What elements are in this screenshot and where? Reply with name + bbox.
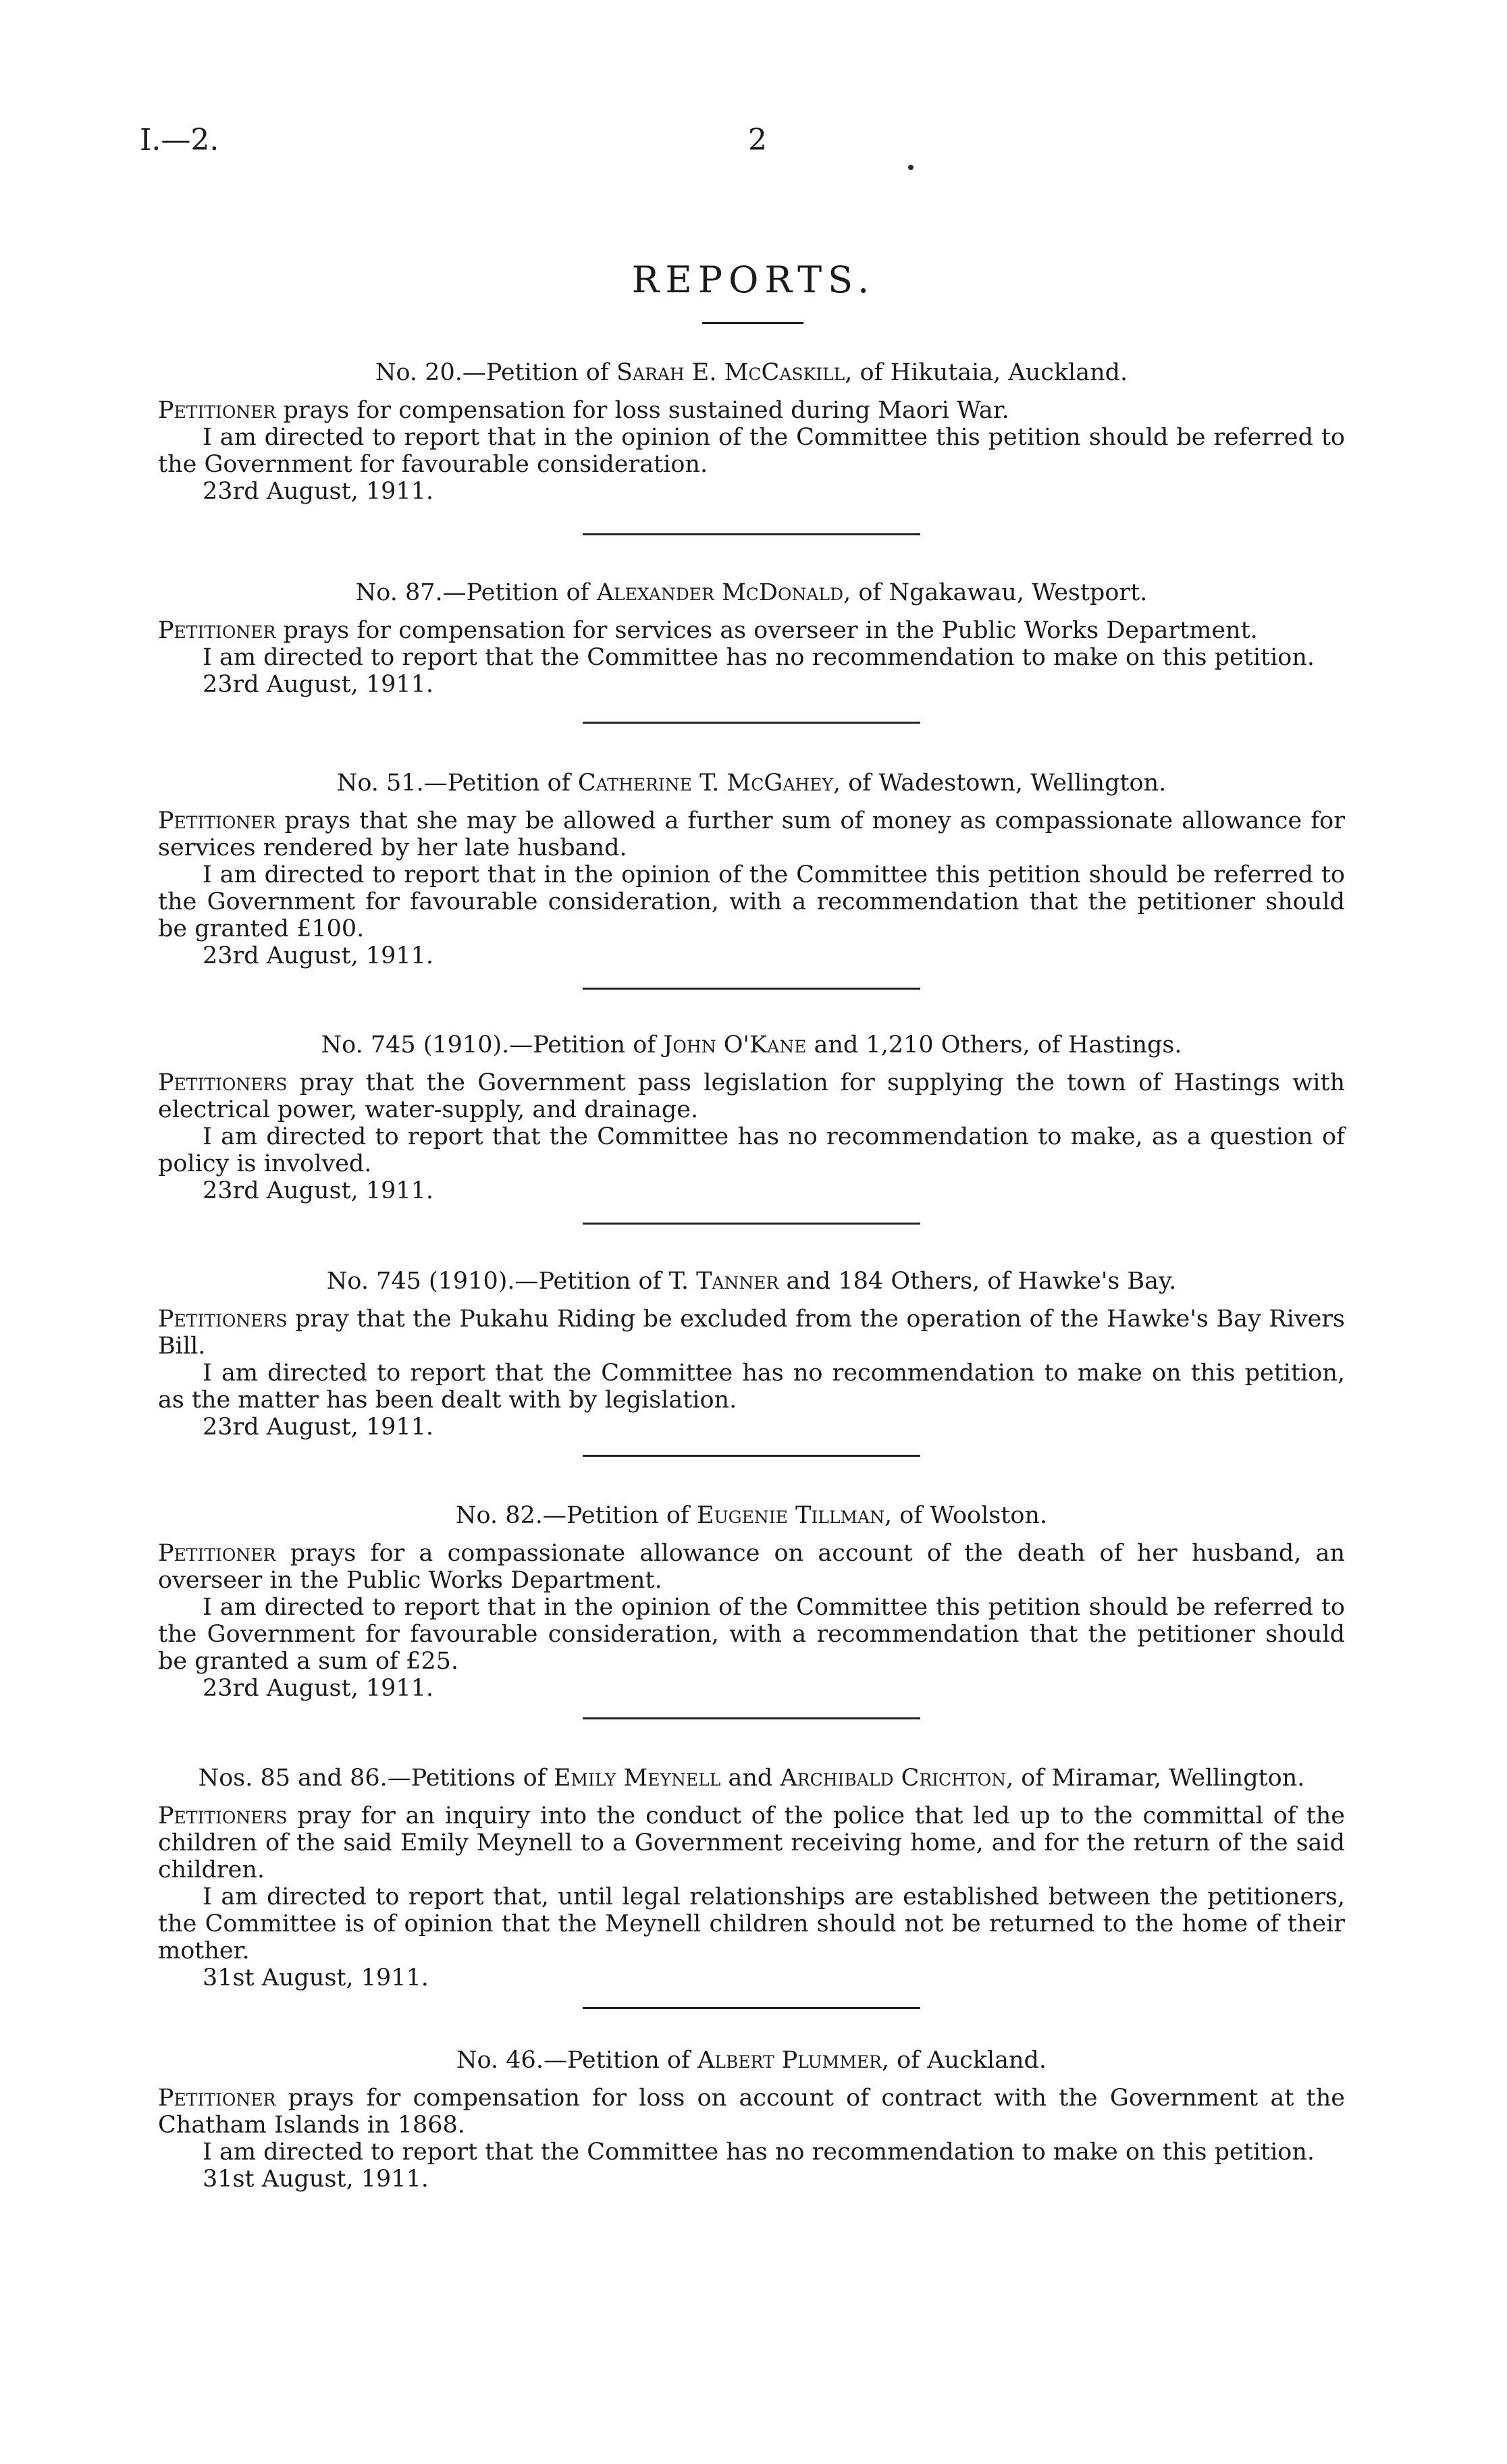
report-date: 23rd August, 1911. <box>203 1414 434 1441</box>
section-rule <box>583 988 920 990</box>
report-date: 23rd August, 1911. <box>203 478 434 505</box>
committee-report: I am directed to report that the Committee has no recommendation to make on this petition. <box>203 644 1315 671</box>
prayer-text: prays that she may be allowed a further sum of money as compassionate allowance for services rendered by her late husband. <box>158 807 1345 861</box>
petition-number: No. 745 (1910).—Petition of <box>326 1268 662 1295</box>
petition-heading <box>158 2047 1345 2074</box>
petition-prayer <box>158 617 1345 644</box>
petitioner-name: Catherine T. McGahey <box>577 770 833 797</box>
committee-report: I am directed to report that the Committee has no recommendation to make on this petition. <box>203 2139 1315 2166</box>
committee-report: I am directed to report that, until legal relationships are established between the petitioners, the Committee is of opinion that the Meynell children should not be returned to the home of their mother. <box>158 1883 1345 1964</box>
prayer-label: Petitioners <box>158 1306 288 1333</box>
petitioner-location: , of Wadestown, Wellington. <box>832 770 1167 797</box>
committee-report: I am directed to report that in the opinion of the Committee this petition should be referred to the Government for favourable consideration, with a recommendation that the petitioner should be granted £100. <box>158 861 1345 942</box>
petitioner-location: and 184 Others, of Hawke's Bay. <box>778 1268 1177 1295</box>
petition-block <box>158 1032 1345 1204</box>
prayer-text: pray for an inquiry into the conduct of the police that led up to the committal of the children of the said Emily Meynell to a Government receiving home, and for the return of the said children. <box>158 1802 1345 1883</box>
petition-block <box>158 1765 1345 1991</box>
committee-report: I am directed to report that in the opinion of the Committee this petition should be referred to the Government for favourable consideration, with a recommendation that the petitioner should be granted a sum of £25. <box>158 1594 1345 1675</box>
petition-heading <box>158 1765 1345 1792</box>
prayer-label: Petitioner <box>158 2085 276 2112</box>
report-date: 23rd August, 1911. <box>203 942 434 969</box>
petitioner-name: Sarah E. McCaskill <box>616 359 845 386</box>
petition-block <box>158 579 1345 698</box>
petition-heading <box>158 579 1345 606</box>
report-date: 23rd August, 1911. <box>203 671 434 698</box>
petition-prayer <box>158 1802 1345 1883</box>
section-rule <box>583 1717 920 1719</box>
committee-report: I am directed to report that the Committee has no recommendation to make, as a question of policy is involved. <box>158 1123 1345 1177</box>
petitioner-name: Eugenie Tillman <box>697 1502 884 1529</box>
petition-number: No. 745 (1910).—Petition of <box>321 1032 656 1059</box>
petition-number: No. 20.—Petition of <box>375 359 609 386</box>
report-date: 31st August, 1911. <box>203 2166 429 2193</box>
petition-heading <box>158 1268 1345 1295</box>
petition-heading <box>158 1502 1345 1529</box>
prayer-text: pray that the Pukahu Riding be excluded from the operation of the Hawke's Bay Rivers Bill. <box>158 1306 1345 1360</box>
petition-heading <box>158 770 1345 797</box>
petitioner-name: Alexander McDonald <box>596 579 844 606</box>
prayer-label: Petitioner <box>158 397 276 424</box>
petition-number: No. 87.—Petition of <box>355 579 589 606</box>
reports-title: REPORTS. <box>631 259 876 301</box>
prayer-label: Petitioner <box>158 1540 276 1567</box>
section-rule <box>583 1223 920 1225</box>
petition-block <box>158 2047 1345 2193</box>
section-rule <box>583 722 920 724</box>
section-rule <box>583 1455 920 1457</box>
petitioner-location: and 1,210 Others, of Hastings. <box>806 1032 1182 1059</box>
petition-number: No. 82.—Petition of <box>455 1502 689 1529</box>
petitioner-location: , of Woolston. <box>884 1502 1048 1529</box>
petition-prayer <box>158 1306 1345 1360</box>
petitioner-location: , of Ngakawau, Westport. <box>843 579 1148 606</box>
petition-prayer <box>158 1540 1345 1594</box>
petitioner-location: , of Hikutaia, Auckland. <box>845 359 1128 386</box>
stray-dot <box>908 165 914 170</box>
petition-heading <box>158 359 1345 386</box>
page-ref: I.—2. <box>140 123 219 157</box>
prayer-label: Petitioners <box>158 1069 288 1096</box>
report-date: 23rd August, 1911. <box>203 1177 434 1204</box>
report-date: 23rd August, 1911. <box>203 1675 434 1702</box>
committee-report: I am directed to report that the Committee has no recommendation to make on this petition, as the matter has been dealt with by legislation. <box>158 1360 1345 1414</box>
prayer-text: pray that the Government pass legislation for supplying the town of Hastings with electrical power, water-supply, and drainage. <box>158 1069 1345 1123</box>
petitioner-name: John O'Kane <box>663 1032 807 1059</box>
petition-number: No. 51.—Petition of <box>336 770 571 797</box>
page-number: 2 <box>748 123 767 157</box>
petition-block <box>158 1268 1345 1441</box>
prayer-text: prays for compensation for services as overseer in the Public Works Department. <box>275 617 1258 644</box>
petitioner-location: , of Auckland. <box>881 2047 1047 2074</box>
petition-prayer <box>158 1069 1345 1123</box>
prayer-text: prays for compensation for loss on account of contract with the Government at the Chatham Islands in 1868. <box>158 2085 1345 2139</box>
petitioner-location: , of Miramar, Wellington. <box>1006 1765 1305 1792</box>
petitioner-name: Emily Meynell <box>553 1765 721 1792</box>
title-rule <box>702 322 803 324</box>
prayer-text: prays for compensation for loss sustained during Maori War. <box>275 397 1009 424</box>
prayer-label: Petitioners <box>158 1802 288 1829</box>
name-joiner: and <box>720 1765 781 1792</box>
petition-number: Nos. 85 and 86.—Petitions of <box>198 1765 546 1792</box>
prayer-label: Petitioner <box>158 807 276 834</box>
section-rule <box>583 2007 920 2009</box>
petition-prayer <box>158 807 1345 861</box>
report-date: 31st August, 1911. <box>203 1964 429 1991</box>
petition-prayer <box>158 2085 1345 2139</box>
section-rule <box>583 533 920 535</box>
petition-block <box>158 359 1345 505</box>
petition-heading <box>158 1032 1345 1059</box>
committee-report: I am directed to report that in the opinion of the Committee this petition should be referred to the Government for favourable consideration. <box>158 424 1345 478</box>
petitioner-name-second: Archibald Crichton <box>780 1765 1007 1792</box>
petition-number: No. 46.—Petition of <box>456 2047 690 2074</box>
petitioner-name: T. Tanner <box>668 1268 779 1295</box>
petition-block <box>158 770 1345 969</box>
prayer-text: prays for a compassionate allowance on account of the death of her husband, an overseer in the Public Works Department. <box>158 1540 1345 1594</box>
petitioner-name: Albert Plummer <box>697 2047 882 2074</box>
petition-block <box>158 1502 1345 1702</box>
petition-prayer <box>158 397 1345 424</box>
prayer-label: Petitioner <box>158 617 276 644</box>
